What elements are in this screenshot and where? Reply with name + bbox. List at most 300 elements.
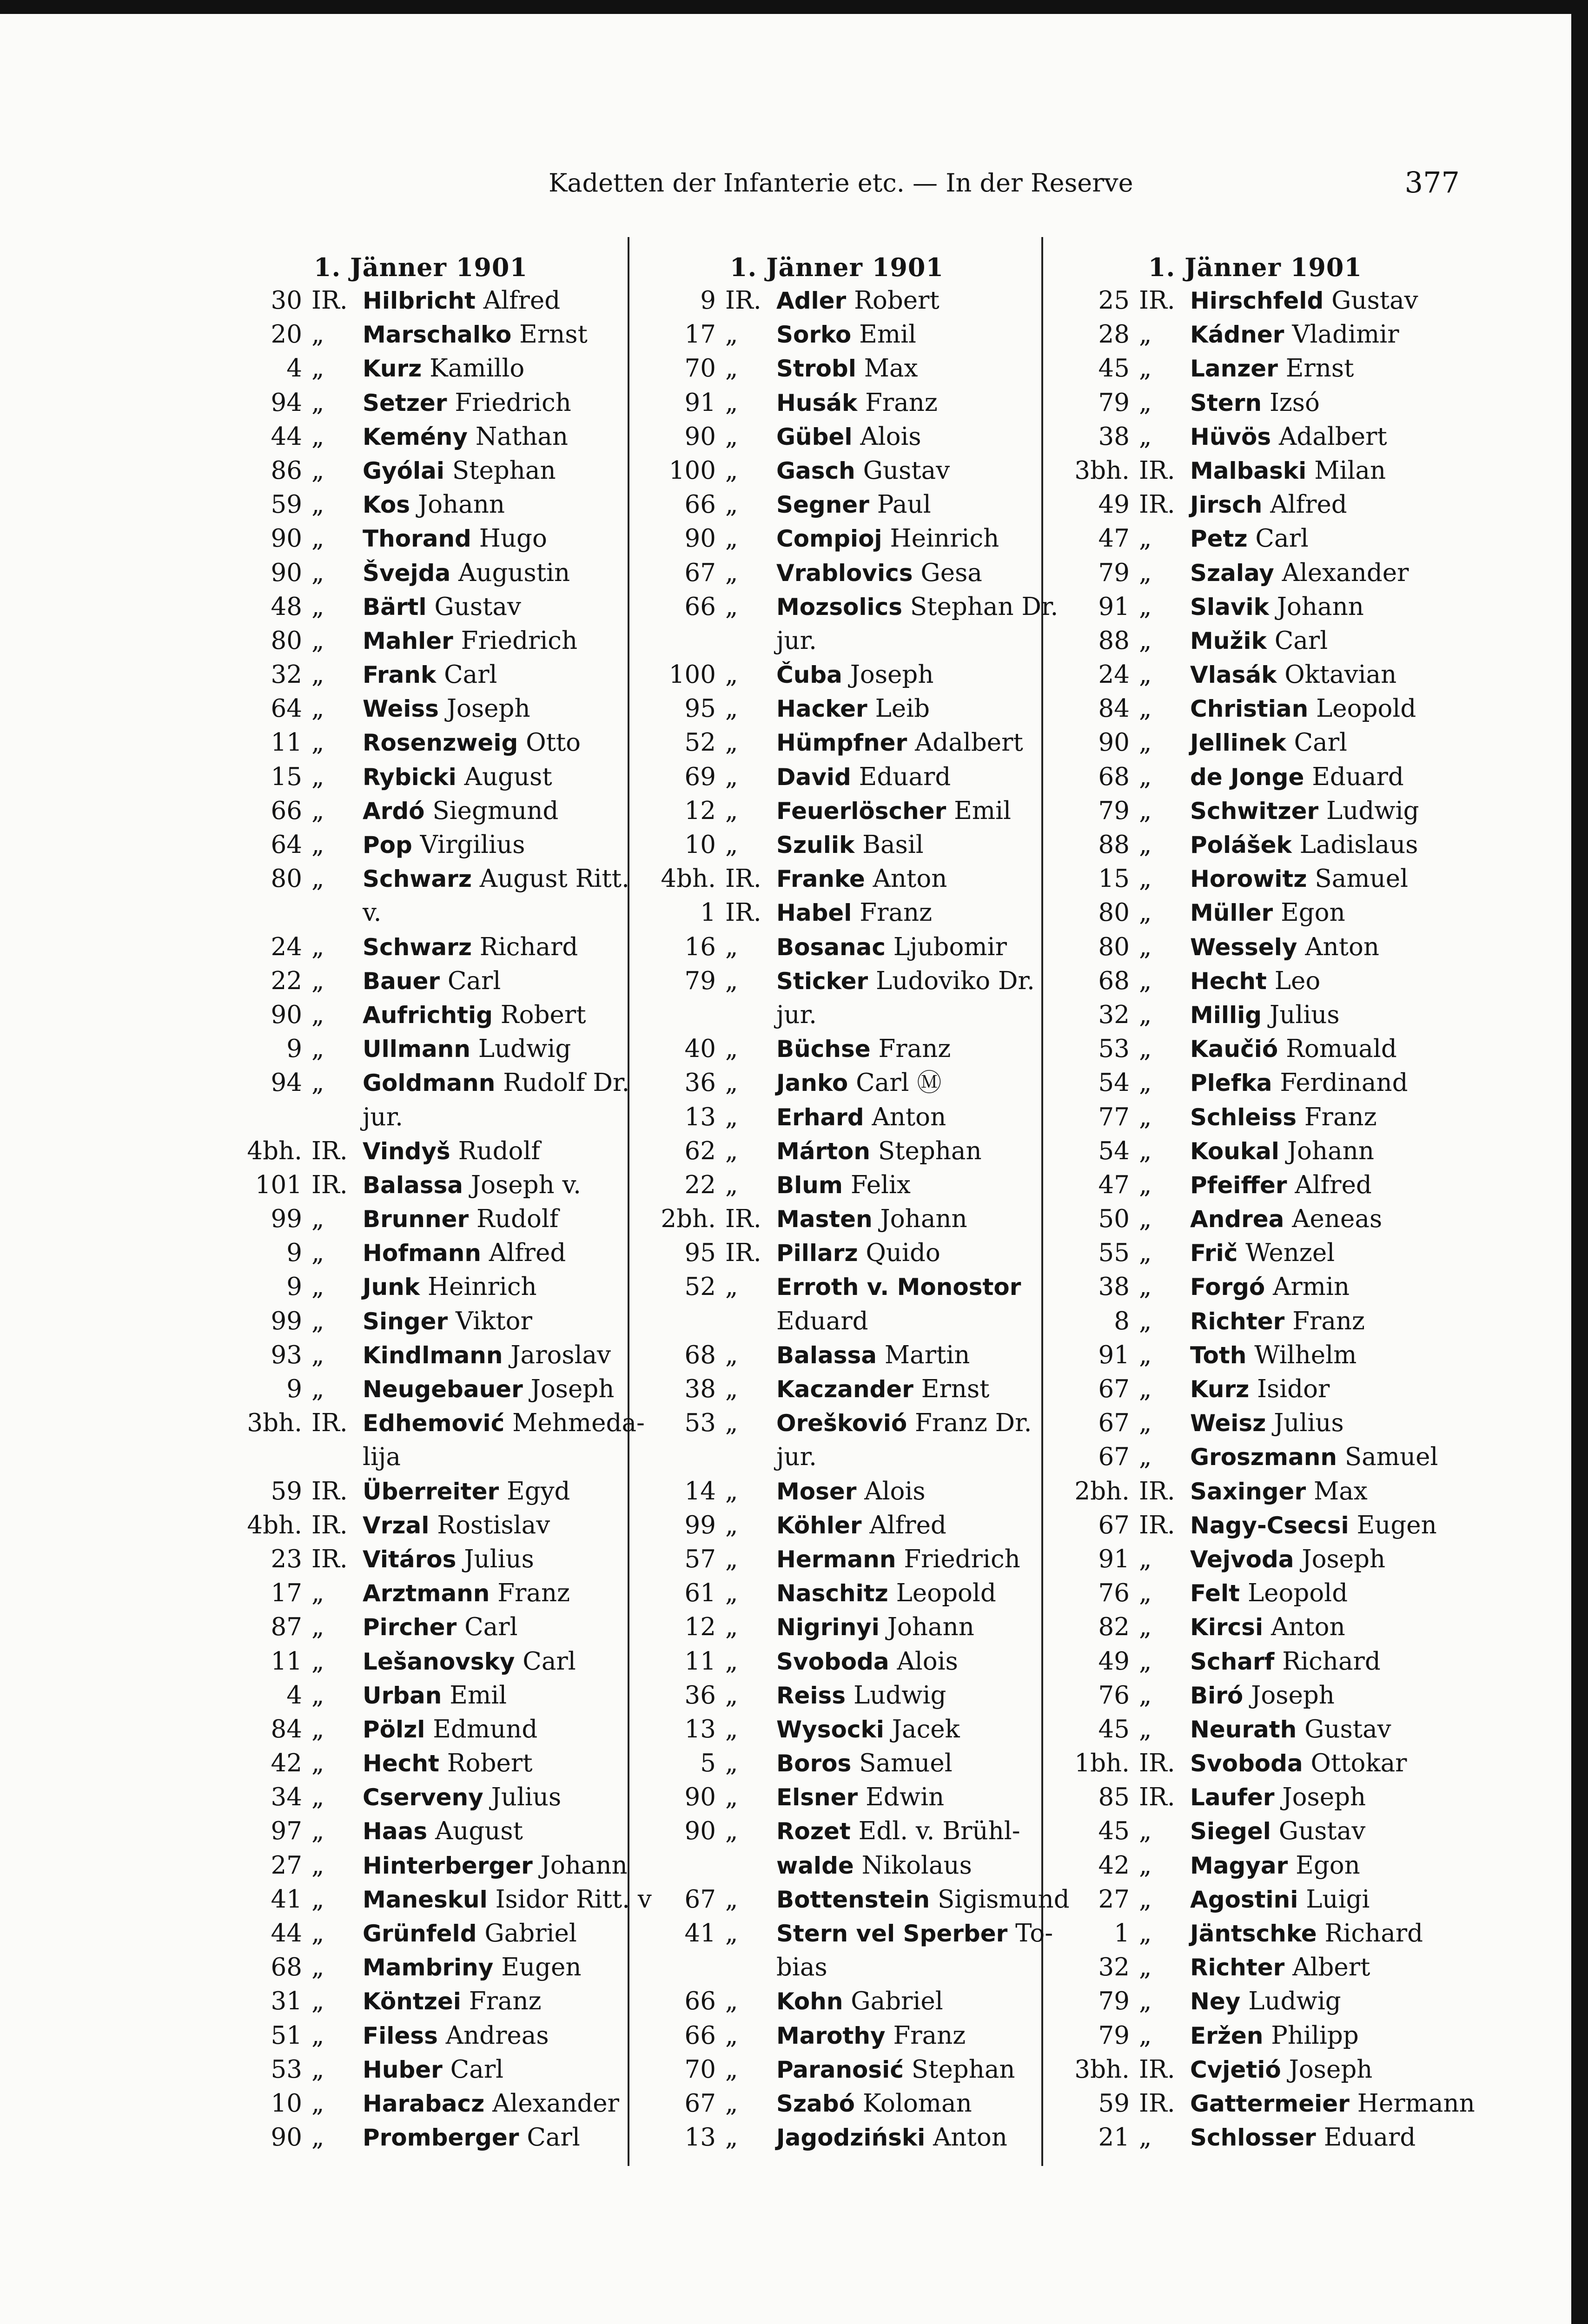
surname: Pircher	[363, 1614, 457, 1641]
person-name	[776, 2120, 1007, 2155]
given-name: Albert	[1292, 1953, 1370, 1982]
person-name	[363, 896, 382, 930]
given-name: To-	[1015, 1919, 1053, 1948]
surname: Richter	[1190, 1307, 1285, 1335]
given-name: Johann	[417, 490, 505, 519]
unit-abbreviation: IR.	[1139, 1511, 1175, 1539]
regiment-number: 48	[271, 592, 302, 621]
given-name: Max	[1313, 1477, 1368, 1505]
given-name: Alfred	[1295, 1170, 1372, 1199]
given-name: Ludwig	[1326, 796, 1419, 825]
surname: Stern vel Sperber	[776, 1920, 1008, 1947]
person-name	[776, 454, 950, 488]
unit-abbreviation: „	[1139, 1817, 1152, 1846]
given-name: Aeneas	[1292, 1205, 1383, 1234]
person-name	[1190, 964, 1320, 998]
list-item	[637, 862, 1037, 896]
unit-abbreviation: „	[311, 1919, 324, 1948]
list-item	[1051, 1780, 1460, 1814]
surname: Goldmann	[363, 1070, 496, 1097]
surname: Harabacz	[363, 2090, 485, 2117]
person-name	[363, 2053, 503, 2087]
regiment-number: 32	[271, 660, 302, 689]
given-name: Hermann	[1357, 2089, 1475, 2118]
given-name: Ladislaus	[1299, 831, 1418, 859]
list-item	[1051, 828, 1460, 862]
unit-abbreviation: „	[1139, 1340, 1152, 1369]
regiment-number: 32	[1098, 1953, 1130, 1982]
regiment-number: 23	[271, 1545, 302, 1573]
given-name: Eduard	[776, 1307, 868, 1335]
given-name: Joseph v.	[470, 1170, 581, 1199]
person-name	[1190, 1849, 1360, 1883]
given-name: Paul	[877, 490, 931, 519]
regiment-number: 79	[684, 966, 716, 995]
running-title: Kadetten der Infanterie etc. — In der Reserve	[549, 168, 1133, 198]
surname: Forgó	[1190, 1274, 1265, 1301]
given-name: Nathan	[475, 422, 568, 451]
given-name: Izsó	[1269, 388, 1320, 417]
person-name	[1190, 454, 1386, 488]
list-item	[637, 284, 1037, 317]
regiment-number: 90	[1098, 728, 1130, 757]
given-name: jur.	[776, 1000, 817, 1029]
person-name	[363, 488, 505, 522]
given-name: Ernst	[921, 1375, 990, 1403]
unit-abbreviation: „	[311, 1579, 324, 1608]
list-item	[223, 1678, 618, 1712]
given-name: Martin	[884, 1340, 970, 1369]
unit-abbreviation: „	[1139, 694, 1152, 723]
regiment-number: 86	[271, 456, 302, 485]
regiment-number: 87	[271, 1613, 302, 1642]
surname: Husák	[776, 389, 858, 416]
surname: Wysocki	[776, 1716, 884, 1743]
list-item	[1051, 1168, 1460, 1202]
unit-abbreviation: IR.	[1139, 2055, 1175, 2084]
surname: Felt	[1190, 1580, 1240, 1607]
column-divider	[1041, 237, 1043, 2166]
person-name	[776, 488, 931, 522]
person-name	[776, 1066, 941, 1100]
given-name: Franz	[860, 898, 933, 927]
surname: Segner	[776, 491, 869, 519]
person-name	[776, 1576, 996, 1611]
unit-abbreviation: „	[725, 490, 738, 519]
regiment-number: 67	[1098, 1375, 1130, 1403]
regiment-number: 67	[1098, 1443, 1130, 1472]
person-name	[776, 624, 817, 658]
surname: Vrzal	[363, 1512, 430, 1539]
list-item	[637, 1780, 1037, 1814]
unit-abbreviation: „	[311, 1340, 324, 1369]
regiment-number: 38	[1098, 422, 1130, 451]
given-name: Vladimir	[1292, 320, 1399, 349]
unit-abbreviation: „	[1139, 354, 1152, 383]
unit-abbreviation: „	[725, 1545, 738, 1573]
regiment-number: 91	[1098, 592, 1130, 621]
unit-abbreviation: „	[725, 1375, 738, 1403]
person-name	[776, 828, 924, 862]
surname: Franke	[776, 865, 865, 893]
surname: Marothy	[776, 2022, 886, 2049]
regiment-number: 99	[684, 1511, 716, 1539]
given-name: lija	[363, 1443, 401, 1472]
surname: Wessely	[1190, 933, 1297, 961]
regiment-number: 80	[271, 865, 302, 893]
unit-abbreviation: „	[311, 831, 324, 859]
unit-abbreviation: „	[725, 422, 738, 451]
surname: Kurz	[363, 355, 422, 383]
unit-abbreviation: „	[311, 1987, 324, 2016]
surname: Sticker	[776, 967, 868, 995]
list-item	[1051, 1474, 1460, 1508]
list-item	[1051, 351, 1460, 385]
list-item	[223, 522, 618, 555]
surname: Adler	[776, 287, 847, 314]
list-item	[637, 590, 1059, 624]
person-name	[776, 1100, 946, 1135]
list-item	[637, 1066, 1037, 1100]
person-name	[1190, 2019, 1359, 2053]
person-name	[363, 2086, 619, 2121]
surname: Agostini	[1190, 1886, 1298, 1913]
person-name	[363, 760, 552, 794]
surname: Hermann	[776, 1545, 896, 1573]
regiment-number: 88	[1098, 831, 1130, 859]
surname: Rosenzweig	[363, 729, 518, 757]
person-name	[1190, 2120, 1416, 2155]
unit-abbreviation: „	[1139, 1443, 1152, 1472]
person-name	[363, 1780, 561, 1815]
surname: Schwitzer	[1190, 797, 1319, 825]
regiment-number: 13	[684, 1715, 716, 1743]
given-name: Ernst	[1285, 354, 1354, 383]
unit-abbreviation: „	[725, 320, 738, 349]
surname: Pop	[363, 832, 412, 858]
unit-abbreviation: „	[725, 1409, 738, 1438]
unit-abbreviation: „	[1139, 932, 1152, 961]
person-name	[363, 284, 560, 318]
list-item	[637, 930, 1037, 964]
surname: Brunner	[363, 1206, 469, 1233]
surname: Haas	[363, 1818, 428, 1845]
person-name	[363, 420, 568, 454]
person-name	[776, 1032, 951, 1066]
person-name	[1190, 1338, 1356, 1373]
unit-abbreviation: „	[725, 1477, 738, 1505]
unit-abbreviation: „	[725, 796, 738, 825]
unit-abbreviation: „	[1139, 2021, 1152, 2050]
unit-abbreviation: „	[311, 592, 324, 621]
given-name: Heinrich	[890, 524, 999, 553]
column-1	[223, 251, 652, 2154]
unit-abbreviation: IR.	[311, 286, 348, 315]
list-item	[223, 862, 629, 896]
person-name	[363, 386, 571, 420]
list-item	[223, 2086, 618, 2120]
surname: Paranosić	[776, 2056, 904, 2083]
unit-abbreviation: „	[725, 1715, 738, 1743]
given-name: August Ritt.	[479, 865, 629, 893]
list-item	[1051, 794, 1460, 828]
list-item	[637, 1678, 1037, 1712]
given-name: Robert	[500, 1000, 586, 1029]
list-item	[637, 1542, 1037, 1576]
surname: Köhler	[776, 1512, 862, 1539]
surname: Naschitz	[776, 1580, 888, 1607]
given-name: Eduard	[1323, 2123, 1416, 2152]
unit-abbreviation: „	[311, 762, 324, 791]
regiment-number: 90	[271, 558, 302, 587]
regiment-number: 66	[684, 490, 716, 519]
surname: Habel	[776, 899, 852, 927]
list-item	[637, 2086, 1037, 2120]
person-name	[776, 1440, 817, 1474]
unit-abbreviation: IR.	[1139, 286, 1175, 315]
surname: Richter	[1190, 1954, 1285, 1981]
given-name: Leopold	[896, 1579, 996, 1608]
person-name	[1190, 1508, 1437, 1543]
regiment-number: 90	[271, 2123, 302, 2152]
unit-abbreviation: IR.	[725, 1205, 761, 1234]
list-item	[1051, 1406, 1460, 1440]
unit-abbreviation: „	[725, 558, 738, 587]
list-item	[637, 1576, 1037, 1610]
list-item	[223, 964, 618, 998]
list-item	[637, 624, 1037, 658]
list-item	[223, 1236, 618, 1270]
regiment-number: 95	[684, 1239, 716, 1268]
given-name: Sigismund	[937, 1885, 1070, 1914]
person-name	[1190, 1066, 1408, 1100]
given-name: Viktor	[455, 1307, 532, 1335]
regiment-number: 99	[271, 1307, 302, 1335]
unit-abbreviation: „	[311, 932, 324, 961]
unit-abbreviation: „	[311, 1647, 324, 1676]
unit-abbreviation: „	[725, 932, 738, 961]
person-name	[776, 1372, 989, 1406]
regiment-number: 38	[684, 1375, 716, 1403]
unit-abbreviation: IR.	[725, 865, 761, 893]
given-name: Jaroslav	[510, 1340, 611, 1369]
regiment-number: 9	[286, 1035, 302, 1063]
list-item	[1051, 1814, 1460, 1848]
surname: Christian	[1190, 695, 1309, 723]
regiment-number: 68	[1098, 762, 1130, 791]
unit-abbreviation: „	[725, 1885, 738, 1914]
list-item	[637, 1882, 1070, 1916]
given-name: Nikolaus	[861, 1851, 972, 1880]
list-item	[637, 794, 1037, 828]
given-name: Joseph	[530, 1375, 615, 1403]
person-name	[776, 1338, 970, 1373]
list-item	[1051, 760, 1460, 794]
unit-abbreviation: „	[1139, 831, 1152, 859]
unit-abbreviation: „	[725, 1749, 738, 1778]
unit-abbreviation: „	[1139, 1919, 1152, 1948]
person-name	[363, 1916, 577, 1951]
list-item	[1051, 1712, 1460, 1746]
list-item	[223, 2019, 618, 2053]
surname: Polášek	[1190, 832, 1292, 858]
list-item	[1051, 1678, 1460, 1712]
regiment-number: 47	[1098, 1170, 1130, 1199]
list-item	[637, 317, 1037, 351]
given-name: Alfred	[489, 1239, 566, 1268]
unit-abbreviation: „	[725, 1035, 738, 1063]
person-name	[363, 1440, 401, 1474]
unit-abbreviation: IR.	[1139, 1749, 1175, 1778]
regiment-number: 80	[1098, 932, 1130, 961]
surname: walde	[776, 1852, 854, 1879]
given-name: Oktavian	[1284, 660, 1397, 689]
surname: Hecht	[363, 1750, 439, 1777]
person-name	[776, 1610, 974, 1644]
given-name: Edwin	[866, 1783, 945, 1812]
surname: Hofmann	[363, 1240, 481, 1267]
list-item	[223, 1849, 628, 1882]
surname: Ney	[1190, 1988, 1241, 2015]
person-name	[776, 284, 940, 318]
unit-abbreviation: „	[1139, 422, 1152, 451]
given-name: Carl	[464, 1613, 518, 1642]
person-name	[1190, 1916, 1423, 1951]
person-name	[363, 1610, 518, 1644]
person-name	[1190, 1814, 1365, 1849]
unit-abbreviation: „	[311, 1749, 324, 1778]
person-name	[363, 1576, 570, 1611]
regiment-number: 14	[684, 1477, 716, 1505]
surname: Lešanovsky	[363, 1648, 515, 1675]
unit-abbreviation: IR.	[311, 1409, 348, 1438]
unit-abbreviation: „	[1139, 1307, 1152, 1335]
person-name	[1190, 1780, 1366, 1815]
given-name: Alois	[864, 1477, 926, 1505]
surname: Strobl	[776, 355, 856, 383]
unit-abbreviation: „	[725, 388, 738, 417]
surname: Urban	[363, 1682, 442, 1709]
unit-abbreviation: „	[725, 2055, 738, 2084]
list-item	[637, 1100, 1037, 1134]
regiment-number: 11	[684, 1647, 716, 1676]
person-name	[776, 760, 951, 794]
regiment-number: 16	[684, 932, 716, 961]
unit-abbreviation: „	[725, 762, 738, 791]
regiment-number: 80	[271, 626, 302, 655]
unit-abbreviation: „	[1139, 524, 1152, 553]
person-name	[363, 1542, 534, 1577]
person-name	[363, 1950, 581, 1985]
surname: Jirsch	[1190, 491, 1263, 519]
regiment-number: 88	[1098, 626, 1130, 655]
surname: Jäntschke	[1190, 1920, 1317, 1947]
list-item	[1051, 1882, 1460, 1916]
given-name: Emil	[450, 1681, 507, 1710]
person-name	[363, 1066, 629, 1100]
surname: Biró	[1190, 1682, 1244, 1709]
surname: Frič	[1190, 1240, 1238, 1267]
given-name: Anton	[933, 2123, 1007, 2152]
person-name	[1190, 828, 1418, 862]
person-name	[776, 1304, 868, 1339]
given-name: Carl	[444, 660, 497, 689]
person-name	[1190, 794, 1419, 828]
list-item	[1051, 284, 1460, 317]
given-name: Joseph	[1282, 1783, 1366, 1812]
surname: Horowitz	[1190, 865, 1307, 893]
given-name: Julius	[1269, 1000, 1340, 1029]
surname: Überreiter	[363, 1478, 499, 1505]
regiment-number: 42	[271, 1749, 302, 1778]
surname: Mambriny	[363, 1954, 494, 1981]
unit-abbreviation: „	[725, 694, 738, 723]
person-name	[1190, 1032, 1397, 1066]
list-item	[1051, 1338, 1460, 1372]
list-item	[637, 1814, 1037, 1848]
given-name: Carl	[527, 2123, 580, 2152]
person-name	[363, 692, 530, 726]
surname: Büchse	[776, 1036, 871, 1063]
surname: Rybicki	[363, 763, 457, 791]
surname: Kaczander	[776, 1376, 913, 1403]
regiment-number: 22	[684, 1170, 716, 1199]
given-name: Rudolf Dr.	[503, 1069, 630, 1097]
regiment-number: 44	[271, 422, 302, 451]
list-item	[223, 1032, 618, 1066]
surname: Hüvös	[1190, 423, 1271, 450]
regiment-number: 52	[684, 1273, 716, 1301]
person-name	[776, 896, 932, 930]
unit-abbreviation: „	[311, 865, 324, 893]
unit-abbreviation: IR.	[311, 1136, 348, 1165]
person-name	[363, 351, 524, 386]
regiment-number: 59	[271, 1477, 302, 1505]
regiment-number: 45	[1098, 1817, 1130, 1846]
surname: Hecht	[1190, 967, 1267, 995]
given-name: Edmund	[433, 1715, 538, 1743]
surname: Maneskul	[363, 1886, 488, 1913]
given-name: Hugo	[479, 524, 547, 553]
person-name	[363, 1746, 533, 1781]
unit-abbreviation: IR.	[1139, 456, 1175, 485]
surname: Slavik	[1190, 593, 1269, 621]
list-item	[1051, 1202, 1460, 1236]
given-name: Anton	[873, 865, 947, 893]
regiment-number: 4bh.	[661, 865, 716, 893]
list-item	[223, 1984, 618, 2018]
list-item	[223, 1168, 618, 1202]
surname: Mahler	[363, 627, 453, 654]
given-name: jur.	[363, 1103, 403, 1131]
unit-abbreviation: „	[311, 490, 324, 519]
entry-list	[1051, 284, 1475, 2154]
given-name: Alexander	[492, 2089, 619, 2118]
given-name: Egon	[1296, 1851, 1360, 1880]
unit-abbreviation: „	[1139, 1647, 1152, 1676]
person-name	[776, 1780, 944, 1815]
person-name	[776, 1542, 1020, 1577]
given-name: Carl	[1255, 524, 1309, 553]
person-name	[363, 1134, 540, 1169]
entry-list	[223, 284, 652, 2154]
person-name	[363, 1678, 507, 1713]
list-item	[223, 1372, 618, 1406]
scan-border-top	[0, 0, 1588, 14]
unit-abbreviation: „	[311, 2021, 324, 2050]
regiment-number: 17	[684, 320, 716, 349]
person-name	[1190, 1950, 1370, 1985]
